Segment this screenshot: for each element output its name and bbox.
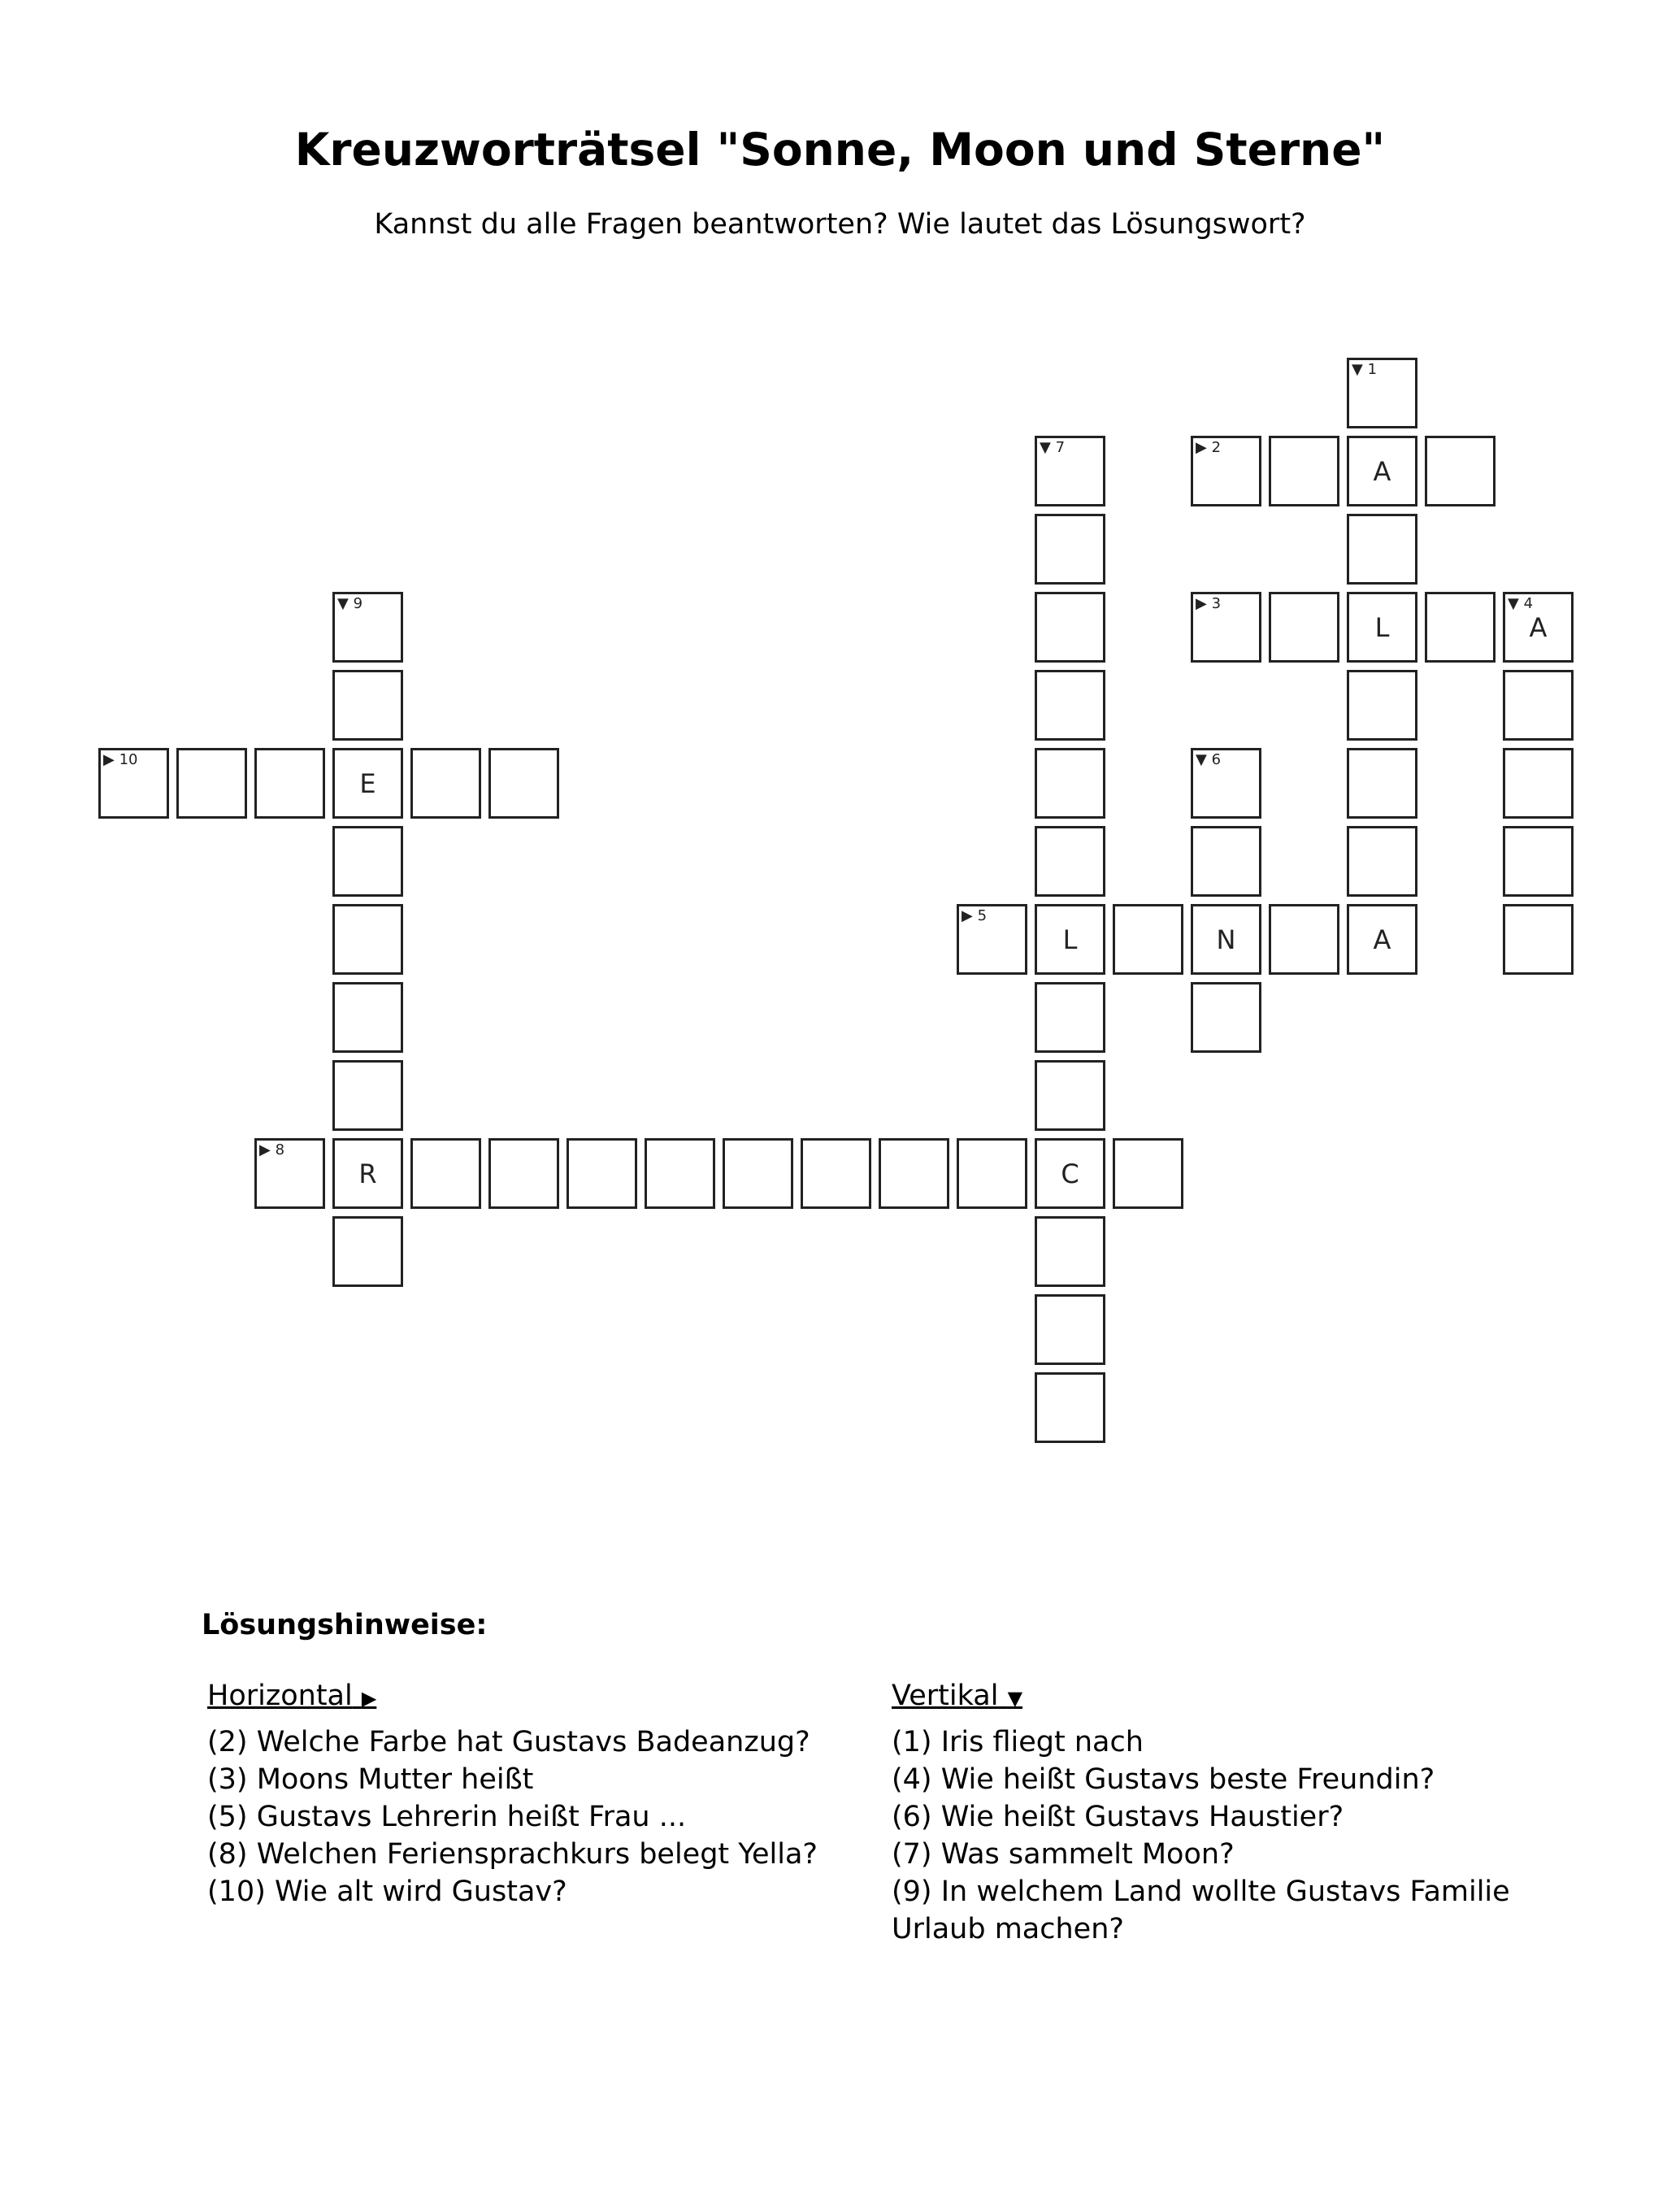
crossword-cell[interactable] <box>1035 514 1105 585</box>
crossword-cell[interactable] <box>332 1216 403 1287</box>
crossword-cell[interactable] <box>488 748 559 819</box>
crossword-cell[interactable] <box>1503 592 1574 663</box>
clue-down: (7) Was sammelt Moon? <box>892 1838 1235 1871</box>
crossword-cell[interactable] <box>1347 748 1417 819</box>
crossword-cell[interactable] <box>1269 904 1339 975</box>
crossword-cell[interactable] <box>1269 592 1339 663</box>
crossword-cell[interactable] <box>1035 826 1105 897</box>
crossword-cell[interactable] <box>1191 826 1261 897</box>
crossword-cell[interactable] <box>1503 670 1574 741</box>
crossword-cell[interactable] <box>254 748 325 819</box>
crossword-cell[interactable] <box>1191 904 1261 975</box>
hints-heading: Lösungshinweise: <box>202 1609 488 1641</box>
crossword-cell[interactable] <box>1191 592 1261 663</box>
cell-letter: L <box>1062 924 1078 955</box>
crossword-cell[interactable] <box>488 1138 559 1209</box>
crossword-cell[interactable] <box>332 982 403 1053</box>
vertical-label: Vertikal <box>892 1680 999 1712</box>
clue-number: ▼ 7 <box>1040 439 1066 456</box>
clue-number: ▼ 6 <box>1196 751 1222 768</box>
cell-letter: A <box>1373 924 1391 955</box>
cell-letter: C <box>1061 1158 1079 1189</box>
crossword-cell[interactable] <box>1269 436 1339 506</box>
crossword-cell[interactable] <box>1035 982 1105 1053</box>
crossword-cell[interactable] <box>254 1138 325 1209</box>
crossword-cell[interactable] <box>1113 904 1183 975</box>
crossword-cell[interactable] <box>1035 1060 1105 1131</box>
crossword-cell[interactable] <box>1347 592 1417 663</box>
crossword-cell[interactable] <box>1113 1138 1183 1209</box>
page-subtitle: Kannst du alle Fragen beantworten? Wie lautet das Lösungswort? <box>374 208 1306 241</box>
clue-number: ▼ 9 <box>337 595 363 612</box>
crossword-cell[interactable] <box>1191 982 1261 1053</box>
right-arrow-icon: ▶ <box>361 1687 377 1710</box>
crossword-cell[interactable] <box>176 748 247 819</box>
crossword-cell[interactable] <box>1347 904 1417 975</box>
crossword-cell[interactable] <box>1425 436 1496 506</box>
clue-down: (1) Iris fliegt nach <box>892 1726 1144 1758</box>
crossword-cell[interactable] <box>1347 358 1417 428</box>
clue-down: (4) Wie heißt Gustavs beste Freundin? <box>892 1763 1435 1796</box>
clue-across: (8) Welchen Feriensprachkurs belegt Yella? <box>207 1838 818 1871</box>
cell-letter: A <box>1373 455 1391 487</box>
crossword-cell[interactable] <box>1191 748 1261 819</box>
crossword-cell[interactable] <box>1347 826 1417 897</box>
crossword-cell[interactable] <box>1347 436 1417 506</box>
crossword-cell[interactable] <box>332 592 403 663</box>
crossword-cell[interactable] <box>957 904 1027 975</box>
crossword-cell[interactable] <box>1347 514 1417 585</box>
crossword-cell[interactable] <box>332 826 403 897</box>
clue-number: ▶ 2 <box>1196 439 1222 456</box>
crossword-cell[interactable] <box>957 1138 1027 1209</box>
clue-number: ▶ 10 <box>103 751 138 768</box>
crossword-cell[interactable] <box>1035 670 1105 741</box>
crossword-cell[interactable] <box>98 748 169 819</box>
crossword-cell[interactable] <box>1035 1138 1105 1209</box>
clue-number: ▼ 4 <box>1508 595 1534 612</box>
crossword-cell[interactable] <box>879 1138 949 1209</box>
horizontal-heading <box>207 1677 857 1717</box>
crossword-cell[interactable] <box>1035 1294 1105 1365</box>
crossword-cell[interactable] <box>1035 1372 1105 1443</box>
crossword-cell[interactable] <box>332 1060 403 1131</box>
crossword-cell[interactable] <box>1503 748 1574 819</box>
clue-across: (5) Gustavs Lehrerin heißt Frau ... <box>207 1801 687 1833</box>
cell-letter: R <box>358 1158 377 1189</box>
cell-letter: E <box>359 767 376 799</box>
clue-down: (9) In welchem Land wollte Gustavs Familie Urlaub machen? <box>892 1876 1510 1945</box>
crossword-cell[interactable] <box>1347 670 1417 741</box>
cell-letter: A <box>1529 611 1548 643</box>
crossword-cell[interactable] <box>723 1138 793 1209</box>
clue-number: ▶ 5 <box>962 907 988 924</box>
clue-number: ▶ 3 <box>1196 595 1222 612</box>
crossword-cell[interactable] <box>1503 826 1574 897</box>
crossword-cell[interactable] <box>801 1138 871 1209</box>
vertical-clues <box>892 1677 1591 1948</box>
cell-letter: L <box>1374 611 1390 643</box>
crossword-cell[interactable] <box>1503 904 1574 975</box>
cell-letter: N <box>1216 924 1236 955</box>
clue-across: (10) Wie alt wird Gustav? <box>207 1876 567 1908</box>
clue-across: (2) Welche Farbe hat Gustavs Badeanzug? <box>207 1726 810 1758</box>
crossword-cell[interactable] <box>332 904 403 975</box>
page-title: Kreuzworträtsel "Sonne, Moon und Sterne" <box>294 124 1386 176</box>
crossword-cell[interactable] <box>332 670 403 741</box>
crossword-cell[interactable] <box>1425 592 1496 663</box>
horizontal-label: Horizontal <box>207 1680 353 1712</box>
clue-down: (6) Wie heißt Gustavs Haustier? <box>892 1801 1344 1833</box>
crossword-cell[interactable] <box>410 1138 481 1209</box>
crossword-cell[interactable] <box>1035 592 1105 663</box>
crossword-cell[interactable] <box>332 748 403 819</box>
horizontal-clues <box>207 1677 857 1910</box>
crossword-cell[interactable] <box>1035 904 1105 975</box>
clue-across: (3) Moons Mutter heißt <box>207 1763 534 1796</box>
crossword-cell[interactable] <box>567 1138 637 1209</box>
down-arrow-icon: ▼ <box>1007 1687 1023 1710</box>
clue-number: ▶ 8 <box>259 1141 285 1158</box>
crossword-cell[interactable] <box>1035 748 1105 819</box>
vertical-heading <box>892 1677 1591 1717</box>
crossword-cell[interactable] <box>410 748 481 819</box>
crossword-cell[interactable] <box>332 1138 403 1209</box>
crossword-cell[interactable] <box>645 1138 715 1209</box>
clue-number: ▼ 1 <box>1352 361 1378 378</box>
crossword-cell[interactable] <box>1191 436 1261 506</box>
crossword-cell[interactable] <box>1035 1216 1105 1287</box>
crossword-cell[interactable] <box>1035 436 1105 506</box>
